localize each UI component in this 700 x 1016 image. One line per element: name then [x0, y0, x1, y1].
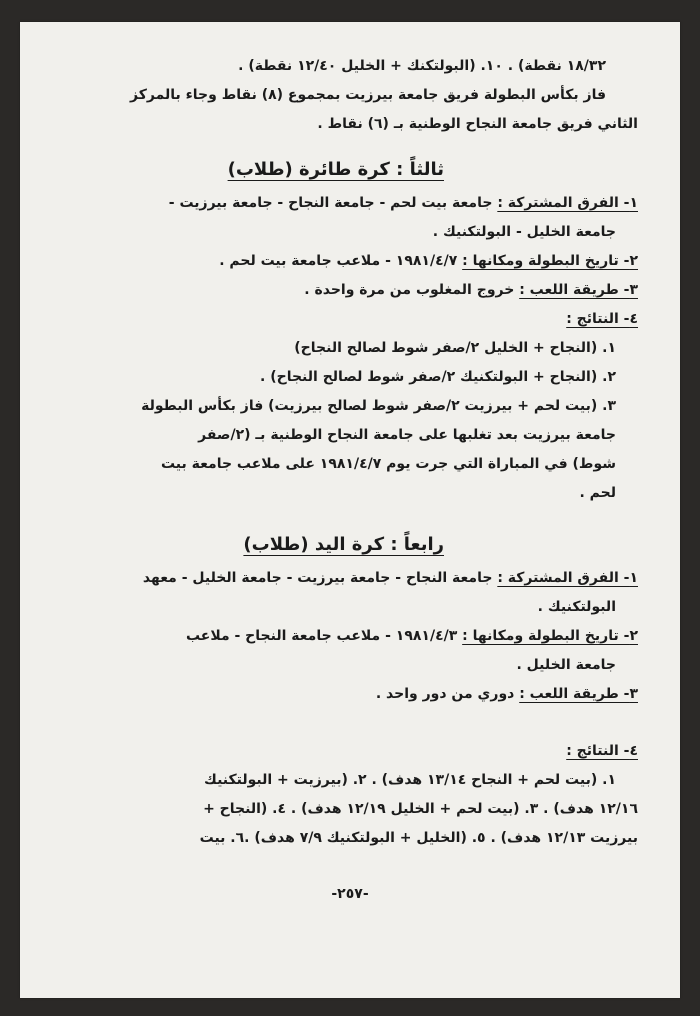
volleyball-result-3-line-2: جامعة بيرزيت بعد تغلبها على جامعة النجاح الوطنية بـ (٢/صفر	[198, 427, 616, 443]
volleyball-teams	[60, 189, 638, 218]
handball-results-line-3: بيرزيت ١٢/١٣ هدف) . ٥. (الخليل + البولتكنيك ٧/٩ هدف) .٦. بيت	[199, 830, 638, 846]
handball-results	[60, 737, 638, 766]
volleyball-result-1: ١. (النجاح + الخليل ٢/صفر شوط لصالح النجاح)	[294, 340, 616, 356]
handball-date-label: ٢- تاريخ البطولة ومكانها :	[462, 628, 638, 644]
page-body	[60, 52, 638, 853]
volleyball-heading	[60, 151, 638, 189]
volleyball-teams-value: جامعة بيت لحم - جامعة النجاح - جامعة بيرزيت -	[168, 195, 493, 211]
handball-heading	[60, 526, 638, 564]
handball-method-label: ٣- طريقة اللعب :	[519, 686, 638, 702]
volleyball-results	[60, 305, 638, 334]
handball-date-line-2: جامعة الخليل .	[516, 657, 616, 673]
handball-heading-text: رابعاً : كرة اليد (طلاب)	[243, 534, 444, 555]
handball-teams	[60, 564, 638, 593]
handball-date	[60, 622, 638, 651]
page-number: -٢٥٧-	[331, 886, 369, 902]
volleyball-heading-text: ثالثاً : كرة طائرة (طلاب)	[227, 159, 444, 180]
volleyball-result-2: ٢. (النجاح + البولتكنيك ٢/صفر شوط لصالح النجاح) .	[260, 369, 616, 385]
handball-method-value: دوري من دور واحد .	[375, 686, 515, 702]
intro-line-2: فاز بكأس البطولة فريق جامعة بيرزيت بمجموع (٨) نقاط وجاء بالمركز	[130, 87, 606, 103]
volleyball-result-3-line-4: لحم .	[579, 485, 616, 501]
intro-line-3: الثاني فريق جامعة النجاح الوطنية بـ (٦) نقاط .	[317, 116, 638, 132]
handball-results-label: ٤- النتائج :	[566, 743, 638, 759]
handball-method	[60, 680, 638, 709]
volleyball-date-label: ٢- تاريخ البطولة ومكانها :	[462, 253, 638, 269]
handball-results-line-1: ١. (بيت لحم + النجاح ١٣/١٤ هدف) . ٢. (بيرزيت + البولتكنيك	[204, 772, 616, 788]
volleyball-method-value: خروج المغلوب من مرة واحدة .	[304, 282, 515, 298]
volleyball-result-3-line-1: ٣. (بيت لحم + بيرزيت ٢/صفر شوط لصالح بيرزيت) فاز بكأس البطولة	[141, 398, 616, 414]
volleyball-results-label: ٤- النتائج :	[566, 311, 638, 327]
volleyball-date-value: ١٩٨١/٤/٧ - ملاعب جامعة بيت لحم .	[219, 253, 458, 269]
handball-date-value: ١٩٨١/٤/٣ - ملاعب جامعة النجاح - ملاعب	[185, 628, 458, 644]
handball-teams-label: ١- الفرق المشتركة :	[497, 570, 638, 586]
volleyball-teams-label: ١- الفرق المشتركة :	[497, 195, 638, 211]
volleyball-teams-line-2: جامعة الخليل - البولتكنيك .	[432, 224, 616, 240]
volleyball-result-3-line-3: شوط) في المباراة التي جرت يوم ١٩٨١/٤/٧ على ملاعب جامعة بيت	[160, 456, 616, 472]
document-page	[20, 22, 680, 998]
handball-teams-line-2: البولتكنيك .	[537, 599, 616, 615]
intro-line-1: ١٨/٣٢ نقطة) . ١٠. (البولتكنك + الخليل ١٢/٤٠ نقطة) .	[238, 58, 606, 74]
volleyball-method	[60, 276, 638, 305]
volleyball-method-label: ٣- طريقة اللعب :	[519, 282, 638, 298]
handball-teams-value: جامعة النجاح - جامعة بيرزيت - جامعة الخليل - معهد	[142, 570, 493, 586]
handball-results-line-2: ١٢/١٦ هدف) . ٣. (بيت لحم + الخليل ١٢/١٩ هدف) . ٤. (النجاح +	[203, 801, 638, 817]
volleyball-date	[60, 247, 638, 276]
